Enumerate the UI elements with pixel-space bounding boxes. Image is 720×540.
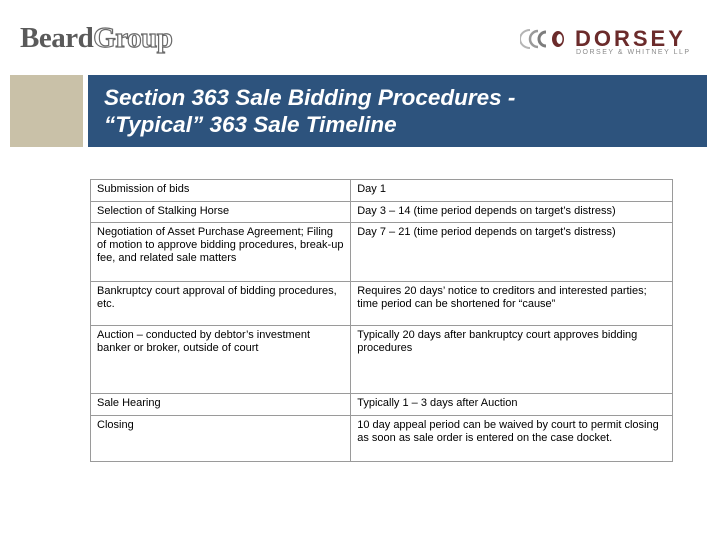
dorsey-subtitle: DORSEY & WHITNEY LLP <box>576 49 691 56</box>
title-band <box>88 75 707 147</box>
timing-cell: Day 3 – 14 (time period depends on target’s distress) <box>351 202 673 223</box>
event-cell: Sale Hearing <box>91 394 351 416</box>
timing-cell: Typically 20 days after bankruptcy court approves bidding procedures <box>351 326 673 394</box>
table-row <box>91 394 673 416</box>
accent-square <box>10 75 83 147</box>
beard-group-logo <box>20 22 172 56</box>
timing-cell: Day 7 – 21 (time period depends on target’s distress) <box>351 223 673 282</box>
dorsey-wordmark: DORSEY <box>575 26 686 51</box>
slide-title-line-2: “Typical” 363 Sale Timeline <box>104 112 397 137</box>
table-row <box>91 223 673 282</box>
logo-word-beard: Beard <box>20 22 94 54</box>
logo-word-group: Group <box>93 22 173 54</box>
timing-cell: Typically 1 – 3 days after Auction <box>351 394 673 416</box>
slide-title-line-1: Section 363 Sale Bidding Procedures - <box>104 85 516 110</box>
table-row <box>91 202 673 223</box>
table-row <box>91 282 673 326</box>
timing-cell: Day 1 <box>351 180 673 202</box>
event-cell: Bankruptcy court approval of bidding procedures, etc. <box>91 282 351 326</box>
table-row <box>91 416 673 462</box>
slide-title <box>104 84 694 138</box>
timeline-table <box>90 179 673 462</box>
timing-cell: Requires 20 days’ notice to creditors and interested parties; time period can be shortened for “cause” <box>351 282 673 326</box>
dorsey-swoosh-icon <box>520 28 568 50</box>
event-cell: Selection of Stalking Horse <box>91 202 351 223</box>
table-row <box>91 326 673 394</box>
event-cell: Auction – conducted by debtor’s investment banker or broker, outside of court <box>91 326 351 394</box>
dorsey-logo <box>520 26 710 54</box>
table-row <box>91 180 673 202</box>
timing-cell: 10 day appeal period can be waived by court to permit closing as soon as sale order is entered on the case docket. <box>351 416 673 462</box>
event-cell: Submission of bids <box>91 180 351 202</box>
event-cell: Closing <box>91 416 351 462</box>
event-cell: Negotiation of Asset Purchase Agreement; Filing of motion to approve bidding procedures, break-up fee, and related sale matters <box>91 223 351 282</box>
